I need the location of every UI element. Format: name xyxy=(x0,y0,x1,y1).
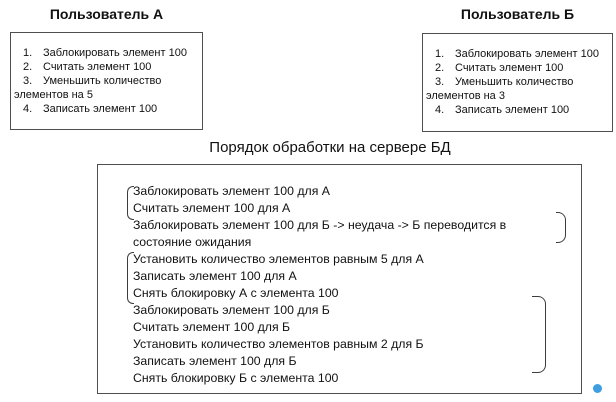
left-bracket-a-write-unlock xyxy=(127,252,134,304)
step-item xyxy=(14,102,198,116)
server-step-line: Считать элемент 100 для А xyxy=(133,201,291,215)
step-item xyxy=(426,61,608,75)
server-step-line: Заблокировать элемент 100 для Б xyxy=(133,303,330,317)
user-b-title: Пользователь Б xyxy=(460,6,575,22)
step-item xyxy=(426,47,608,61)
server-step-line: Снять блокировку А с элемента 100 xyxy=(133,286,339,300)
user-b-box xyxy=(422,33,613,132)
server-step-line: Записать элемент 100 для Б xyxy=(133,354,297,368)
step-text: Заблокировать элемент 100 xyxy=(43,47,187,59)
server-title: Порядок обработки на сервере БД xyxy=(209,139,451,156)
server-box xyxy=(97,164,582,394)
right-bracket-b-wait-state xyxy=(556,212,566,243)
user-a-title: Пользователь А xyxy=(49,6,164,22)
step-number: 2. xyxy=(23,61,33,73)
step-item xyxy=(426,103,608,117)
step-text: Заблокировать элемент 100 xyxy=(455,48,599,60)
step-item xyxy=(14,60,198,74)
left-bracket-a-lock-read xyxy=(127,186,134,220)
step-number: 4. xyxy=(435,104,445,116)
comment-marker-dot[interactable] xyxy=(593,384,602,393)
step-number: 3. xyxy=(435,76,445,88)
step-text: Считать элемент 100 xyxy=(43,61,152,73)
server-step-line: Установить количество элементов равным 2 для Б xyxy=(133,337,424,351)
step-text: Уменьшить количество элементов на 5 xyxy=(14,75,162,101)
server-step-line: Записать элемент 100 для А xyxy=(133,269,297,283)
step-number: 4. xyxy=(23,103,33,115)
step-number: 2. xyxy=(435,62,445,74)
user-a-box xyxy=(10,32,203,130)
server-step-line: Заблокировать элемент 100 для А xyxy=(133,184,330,198)
server-step-line: Снять блокировку Б с элемента 100 xyxy=(133,371,339,385)
server-step-line: Считать элемент 100 для Б xyxy=(133,320,291,334)
step-item xyxy=(426,75,608,103)
step-number: 1. xyxy=(23,47,33,59)
step-number: 1. xyxy=(435,48,445,60)
server-step-line: Установить количество элементов равным 5 для А xyxy=(133,252,424,266)
step-item xyxy=(14,46,198,60)
server-step-line: Заблокировать элемент 100 для Б -> неудача -> Б переводится в xyxy=(133,218,507,232)
step-number: 3. xyxy=(23,75,33,87)
server-step-line: состояние ожидания xyxy=(133,235,252,249)
step-text: Считать элемент 100 xyxy=(455,62,564,74)
step-text: Записать элемент 100 xyxy=(455,104,570,116)
step-text: Уменьшить количество элементов на 3 xyxy=(426,76,574,102)
step-text: Записать элемент 100 xyxy=(43,103,158,115)
server-lines-list xyxy=(133,183,571,387)
step-item xyxy=(14,74,198,102)
right-bracket-b-transaction xyxy=(532,296,546,373)
